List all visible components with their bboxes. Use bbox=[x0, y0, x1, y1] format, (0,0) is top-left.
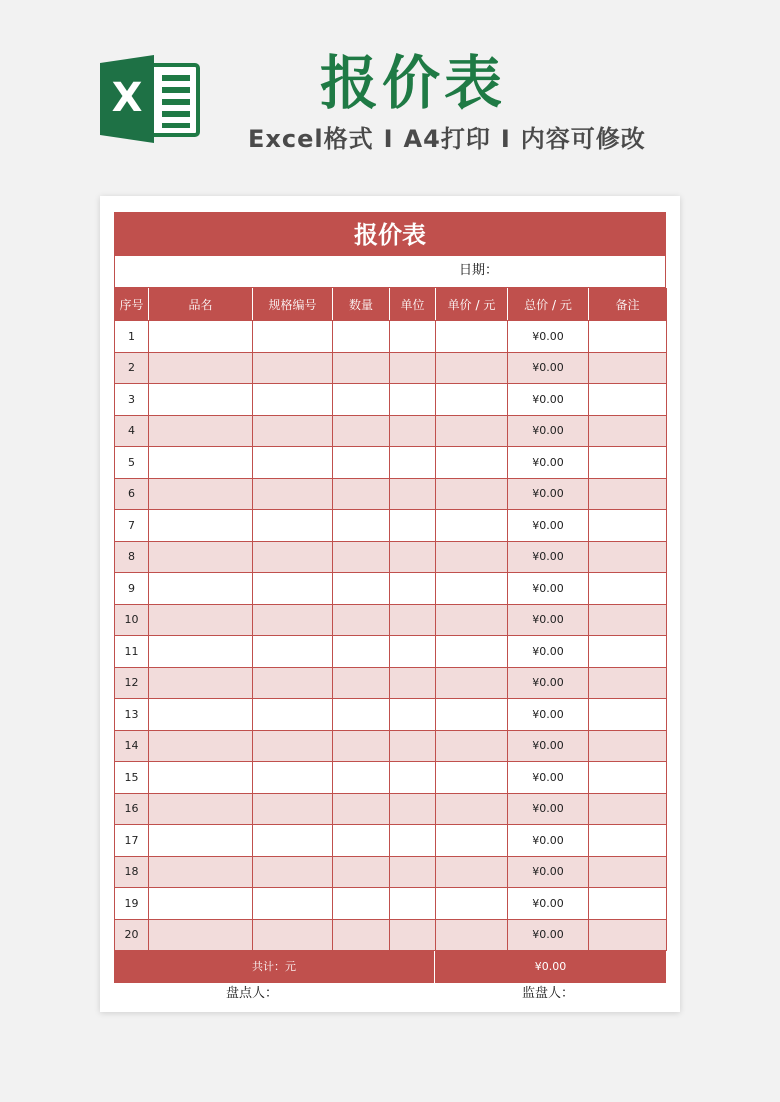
date-label: 日期： bbox=[459, 263, 499, 278]
table-row bbox=[115, 699, 667, 731]
table-cell[interactable] bbox=[333, 384, 390, 416]
table-cell[interactable] bbox=[149, 730, 253, 762]
col-header: 总价 / 元 bbox=[508, 289, 589, 321]
table-cell[interactable] bbox=[253, 793, 333, 825]
table-cell[interactable] bbox=[253, 636, 333, 668]
col-header: 单价 / 元 bbox=[436, 289, 508, 321]
row-number-cell[interactable]: 2 bbox=[115, 352, 149, 384]
table-cell[interactable] bbox=[390, 352, 436, 384]
date-row bbox=[114, 256, 666, 288]
table-cell[interactable] bbox=[589, 888, 667, 920]
table-cell[interactable] bbox=[390, 825, 436, 857]
row-number-cell[interactable]: 9 bbox=[115, 573, 149, 605]
table-row bbox=[115, 321, 667, 353]
row-number-cell[interactable]: 13 bbox=[115, 699, 149, 731]
table-cell[interactable] bbox=[436, 541, 508, 573]
row-total-cell[interactable]: ¥0.00 bbox=[508, 888, 589, 920]
col-header: 备注 bbox=[589, 289, 667, 321]
table-cell[interactable] bbox=[436, 730, 508, 762]
subtitle-format: Excel格式 bbox=[248, 125, 374, 153]
table-cell[interactable] bbox=[436, 604, 508, 636]
table-cell[interactable] bbox=[436, 573, 508, 605]
table-cell[interactable] bbox=[589, 415, 667, 447]
table-cell[interactable] bbox=[390, 919, 436, 951]
table-row bbox=[115, 730, 667, 762]
table-cell[interactable] bbox=[589, 478, 667, 510]
table-cell[interactable] bbox=[333, 793, 390, 825]
table-cell[interactable] bbox=[149, 541, 253, 573]
table-cell[interactable] bbox=[149, 321, 253, 353]
total-label: 共计：元 bbox=[114, 951, 435, 983]
table-cell[interactable] bbox=[253, 888, 333, 920]
table-cell[interactable] bbox=[390, 667, 436, 699]
row-number-cell[interactable]: 17 bbox=[115, 825, 149, 857]
table-cell[interactable] bbox=[333, 888, 390, 920]
table-row bbox=[115, 762, 667, 794]
table-cell[interactable] bbox=[436, 793, 508, 825]
table-cell[interactable] bbox=[390, 321, 436, 353]
document-page bbox=[100, 196, 680, 1012]
row-total-cell[interactable]: ¥0.00 bbox=[508, 384, 589, 416]
table-row bbox=[115, 636, 667, 668]
col-header: 品名 bbox=[149, 289, 253, 321]
table-cell[interactable] bbox=[436, 667, 508, 699]
table-cell[interactable] bbox=[253, 604, 333, 636]
row-total-cell[interactable]: ¥0.00 bbox=[508, 667, 589, 699]
table-cell[interactable] bbox=[149, 919, 253, 951]
row-total-cell[interactable]: ¥0.00 bbox=[508, 762, 589, 794]
col-header: 单位 bbox=[390, 289, 436, 321]
table-cell[interactable] bbox=[333, 856, 390, 888]
row-total-cell[interactable]: ¥0.00 bbox=[508, 856, 589, 888]
table-cell[interactable] bbox=[436, 352, 508, 384]
row-number-cell[interactable]: 6 bbox=[115, 478, 149, 510]
table-cell[interactable] bbox=[333, 919, 390, 951]
supervisor-label: 监盘人： bbox=[522, 986, 575, 1001]
hero-banner bbox=[0, 0, 780, 190]
table-cell[interactable] bbox=[589, 447, 667, 479]
row-number-cell[interactable]: 20 bbox=[115, 919, 149, 951]
row-total-cell[interactable]: ¥0.00 bbox=[508, 541, 589, 573]
table-row bbox=[115, 447, 667, 479]
table-cell[interactable] bbox=[333, 762, 390, 794]
table-cell[interactable] bbox=[390, 636, 436, 668]
table-row bbox=[115, 478, 667, 510]
table-cell[interactable] bbox=[253, 478, 333, 510]
table-cell[interactable] bbox=[390, 762, 436, 794]
table-row bbox=[115, 541, 667, 573]
table-cell[interactable] bbox=[589, 384, 667, 416]
table-cell[interactable] bbox=[149, 856, 253, 888]
row-total-cell[interactable]: ¥0.00 bbox=[508, 415, 589, 447]
total-row bbox=[114, 951, 666, 983]
row-total-cell[interactable]: ¥0.00 bbox=[508, 636, 589, 668]
table-cell[interactable] bbox=[589, 919, 667, 951]
table-cell[interactable] bbox=[589, 793, 667, 825]
table-cell[interactable] bbox=[149, 636, 253, 668]
hero-title: 报价表 bbox=[320, 49, 507, 117]
table-cell[interactable] bbox=[333, 541, 390, 573]
subtitle-separator: I bbox=[383, 125, 394, 153]
table-cell[interactable] bbox=[333, 447, 390, 479]
row-total-cell[interactable]: ¥0.00 bbox=[508, 919, 589, 951]
table-cell[interactable] bbox=[390, 478, 436, 510]
table-cell[interactable] bbox=[436, 478, 508, 510]
table-cell[interactable] bbox=[253, 762, 333, 794]
table-cell[interactable] bbox=[333, 636, 390, 668]
table-cell[interactable] bbox=[390, 699, 436, 731]
table-cell[interactable] bbox=[333, 604, 390, 636]
sheet-title: 报价表 bbox=[114, 212, 666, 256]
row-number-cell[interactable]: 10 bbox=[115, 604, 149, 636]
row-total-cell[interactable]: ¥0.00 bbox=[508, 352, 589, 384]
table-cell[interactable] bbox=[149, 478, 253, 510]
table-cell[interactable] bbox=[436, 825, 508, 857]
table-cell[interactable] bbox=[589, 856, 667, 888]
table-cell[interactable] bbox=[149, 699, 253, 731]
table-cell[interactable] bbox=[333, 352, 390, 384]
table-cell[interactable] bbox=[589, 510, 667, 542]
table-cell[interactable] bbox=[333, 478, 390, 510]
table-cell[interactable] bbox=[333, 573, 390, 605]
table-cell[interactable] bbox=[253, 573, 333, 605]
table-cell[interactable] bbox=[253, 699, 333, 731]
table-cell[interactable] bbox=[390, 573, 436, 605]
excel-logo-icon bbox=[100, 55, 200, 143]
total-value: ¥0.00 bbox=[534, 960, 567, 973]
table-cell[interactable] bbox=[333, 699, 390, 731]
table-cell[interactable] bbox=[436, 636, 508, 668]
subtitle-separator: I bbox=[500, 125, 511, 153]
table-cell[interactable] bbox=[253, 384, 333, 416]
row-total-cell[interactable]: ¥0.00 bbox=[508, 478, 589, 510]
table-row bbox=[115, 793, 667, 825]
subtitle-print: A4打印 bbox=[403, 125, 491, 153]
table-cell[interactable] bbox=[589, 667, 667, 699]
table-cell[interactable] bbox=[253, 825, 333, 857]
row-total-cell[interactable]: ¥0.00 bbox=[508, 699, 589, 731]
row-number-cell[interactable]: 3 bbox=[115, 384, 149, 416]
table-cell[interactable] bbox=[436, 699, 508, 731]
table-row bbox=[115, 510, 667, 542]
table-cell[interactable] bbox=[149, 510, 253, 542]
row-number-cell[interactable]: 8 bbox=[115, 541, 149, 573]
hero-subtitle bbox=[248, 119, 708, 159]
row-total-cell[interactable]: ¥0.00 bbox=[508, 573, 589, 605]
table-row bbox=[115, 604, 667, 636]
table-row bbox=[115, 352, 667, 384]
table-cell[interactable] bbox=[390, 730, 436, 762]
table-row bbox=[115, 856, 667, 888]
table-cell[interactable] bbox=[390, 541, 436, 573]
row-total-cell[interactable]: ¥0.00 bbox=[508, 510, 589, 542]
row-total-cell[interactable]: ¥0.00 bbox=[508, 604, 589, 636]
table-cell[interactable] bbox=[589, 825, 667, 857]
row-number-cell[interactable]: 7 bbox=[115, 510, 149, 542]
table-cell[interactable] bbox=[390, 510, 436, 542]
col-header: 规格编号 bbox=[253, 289, 333, 321]
table-header-row bbox=[115, 289, 667, 321]
table-cell[interactable] bbox=[390, 888, 436, 920]
row-number-cell[interactable]: 4 bbox=[115, 415, 149, 447]
table-cell[interactable] bbox=[149, 762, 253, 794]
table-row bbox=[115, 415, 667, 447]
table-cell[interactable] bbox=[589, 762, 667, 794]
row-number-cell[interactable]: 12 bbox=[115, 667, 149, 699]
table-cell[interactable] bbox=[149, 604, 253, 636]
row-total-cell[interactable]: ¥0.00 bbox=[508, 825, 589, 857]
table-cell[interactable] bbox=[149, 447, 253, 479]
table-cell[interactable] bbox=[253, 919, 333, 951]
row-total-cell[interactable]: ¥0.00 bbox=[508, 793, 589, 825]
table-cell[interactable] bbox=[436, 919, 508, 951]
table-cell[interactable] bbox=[390, 447, 436, 479]
table-cell[interactable] bbox=[589, 573, 667, 605]
table-cell[interactable] bbox=[436, 888, 508, 920]
table-cell[interactable] bbox=[253, 541, 333, 573]
table-cell[interactable] bbox=[436, 762, 508, 794]
table-cell[interactable] bbox=[253, 510, 333, 542]
table-cell[interactable] bbox=[333, 825, 390, 857]
table-cell[interactable] bbox=[390, 415, 436, 447]
signature-row bbox=[114, 983, 666, 1009]
table-cell[interactable] bbox=[253, 321, 333, 353]
table-body bbox=[115, 321, 667, 951]
table-cell[interactable] bbox=[589, 541, 667, 573]
table-cell[interactable] bbox=[253, 352, 333, 384]
table-cell[interactable] bbox=[149, 667, 253, 699]
row-number-cell[interactable]: 5 bbox=[115, 447, 149, 479]
row-number-cell[interactable]: 19 bbox=[115, 888, 149, 920]
quote-sheet bbox=[114, 212, 666, 1009]
svg-text:X: X bbox=[111, 75, 143, 121]
row-total-cell[interactable]: ¥0.00 bbox=[508, 447, 589, 479]
table-cell[interactable] bbox=[436, 510, 508, 542]
table-cell[interactable] bbox=[333, 415, 390, 447]
table-cell[interactable] bbox=[253, 447, 333, 479]
row-total-cell[interactable]: ¥0.00 bbox=[508, 321, 589, 353]
table-cell[interactable] bbox=[333, 510, 390, 542]
table-cell[interactable] bbox=[253, 415, 333, 447]
row-number-cell[interactable]: 18 bbox=[115, 856, 149, 888]
table-cell[interactable] bbox=[589, 636, 667, 668]
table-cell[interactable] bbox=[589, 321, 667, 353]
table-cell[interactable] bbox=[589, 730, 667, 762]
table-cell[interactable] bbox=[589, 352, 667, 384]
table-cell[interactable] bbox=[149, 384, 253, 416]
row-number-cell[interactable]: 15 bbox=[115, 762, 149, 794]
table-cell[interactable] bbox=[390, 793, 436, 825]
table-cell[interactable] bbox=[390, 856, 436, 888]
table-cell[interactable] bbox=[149, 888, 253, 920]
table-row bbox=[115, 667, 667, 699]
row-total-cell[interactable]: ¥0.00 bbox=[508, 730, 589, 762]
table-cell[interactable] bbox=[253, 730, 333, 762]
table-cell[interactable] bbox=[333, 730, 390, 762]
col-header: 序号 bbox=[115, 289, 149, 321]
table-cell[interactable] bbox=[390, 604, 436, 636]
table-cell[interactable] bbox=[436, 856, 508, 888]
row-number-cell[interactable]: 1 bbox=[115, 321, 149, 353]
table-cell[interactable] bbox=[253, 667, 333, 699]
table-cell[interactable] bbox=[436, 384, 508, 416]
checker-label: 盘点人： bbox=[226, 986, 279, 1001]
table-cell[interactable] bbox=[436, 447, 508, 479]
table-cell[interactable] bbox=[149, 415, 253, 447]
table-row bbox=[115, 825, 667, 857]
table-cell[interactable] bbox=[149, 793, 253, 825]
table-cell[interactable] bbox=[333, 321, 390, 353]
quote-table bbox=[114, 288, 667, 951]
row-number-cell[interactable]: 14 bbox=[115, 730, 149, 762]
table-row bbox=[115, 384, 667, 416]
subtitle-editable: 内容可修改 bbox=[520, 125, 646, 153]
table-cell[interactable] bbox=[149, 825, 253, 857]
table-cell[interactable] bbox=[436, 321, 508, 353]
table-cell[interactable] bbox=[589, 699, 667, 731]
table-cell[interactable] bbox=[333, 667, 390, 699]
table-row bbox=[115, 888, 667, 920]
table-cell[interactable] bbox=[390, 384, 436, 416]
row-number-cell[interactable]: 11 bbox=[115, 636, 149, 668]
table-cell[interactable] bbox=[253, 856, 333, 888]
table-cell[interactable] bbox=[149, 573, 253, 605]
row-number-cell[interactable]: 16 bbox=[115, 793, 149, 825]
table-row bbox=[115, 919, 667, 951]
col-header: 数量 bbox=[333, 289, 390, 321]
table-row bbox=[115, 573, 667, 605]
table-cell[interactable] bbox=[589, 604, 667, 636]
table-cell[interactable] bbox=[436, 415, 508, 447]
table-cell[interactable] bbox=[149, 352, 253, 384]
